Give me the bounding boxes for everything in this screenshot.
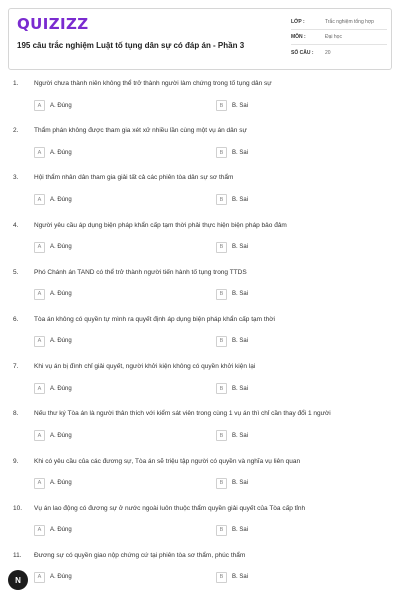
meta-key: LỚP : (291, 19, 305, 25)
meta-key: MÔN : (291, 34, 306, 40)
question-number: 2. (13, 127, 19, 135)
question-item (0, 168, 400, 215)
option-b[interactable] (216, 525, 248, 536)
question-item (0, 546, 400, 593)
question-number: 1. (13, 80, 19, 87)
option-b-label: B. Sai (232, 480, 249, 486)
option-a-box[interactable]: A (34, 478, 45, 489)
option-a[interactable] (34, 147, 72, 158)
option-b[interactable] (216, 100, 248, 111)
option-b-box[interactable]: B (216, 147, 227, 158)
option-b[interactable] (216, 572, 248, 583)
question-text: Người chưa thành niên không thể trở thành người làm chứng trong tố tụng dân sự (34, 80, 272, 87)
option-a[interactable] (34, 383, 72, 394)
option-a-label: A. Đúng (50, 432, 72, 439)
option-a-label: A. Đúng (50, 574, 72, 581)
option-b[interactable] (216, 430, 248, 441)
option-b[interactable] (216, 242, 248, 253)
option-b-box[interactable]: B (216, 194, 227, 205)
option-b-label: B. Sai (232, 432, 249, 439)
option-a-box[interactable]: A (34, 194, 45, 205)
meta-table (291, 15, 387, 60)
question-item (0, 216, 400, 263)
option-a-label: A. Đúng (50, 291, 72, 298)
meta-row-count (291, 45, 387, 60)
question-number: 10. (13, 504, 23, 512)
option-b-label: B. Sai (232, 196, 249, 203)
option-b[interactable] (216, 147, 248, 158)
option-b[interactable] (216, 194, 248, 205)
meta-value: 20 (325, 49, 331, 56)
option-a-box[interactable]: A (34, 383, 45, 394)
option-a-label: A. Đúng (50, 196, 72, 203)
option-a[interactable] (34, 336, 72, 347)
question-number: 3. (13, 174, 19, 182)
option-b-box[interactable]: B (216, 336, 227, 347)
option-a-label: A. Đúng (50, 149, 72, 156)
option-b[interactable] (216, 289, 248, 300)
option-b-label: B. Sai (232, 385, 249, 392)
meta-row-subject (291, 30, 387, 45)
option-b-label: B. Sai (232, 291, 249, 298)
option-b-label: B. Sai (232, 527, 249, 534)
quizizz-logo[interactable]: QUIZIZZ (17, 15, 89, 33)
question-text: Nếu thư ký Tòa án là người thân thích với kiểm sát viên trong cùng 1 vụ án thì chỉ cần thay đổi 1 người (34, 410, 331, 418)
option-a-box[interactable]: A (34, 336, 45, 347)
question-text: Hội thẩm nhân dân tham gia giải tất cả các phiên tòa dân sự sơ thẩm (34, 174, 234, 182)
option-a-label: A. Đúng (50, 480, 72, 486)
question-text: Thẩm phán không được tham gia xét xử nhiều lần cùng một vụ án dân sự (34, 127, 247, 135)
option-a-label: A. Đúng (50, 527, 72, 534)
question-text: Tòa án không có quyền tự mình ra quyết định áp dụng biện pháp khẩn cấp tạm thời (34, 315, 275, 323)
option-a[interactable] (34, 242, 72, 253)
option-a-label: A. Đúng (50, 338, 72, 345)
question-item (0, 499, 400, 546)
question-item (0, 452, 400, 499)
meta-value: Trắc nghiệm tổng hợp (325, 19, 374, 25)
question-text: Khi vụ án bị đình chỉ giải quyết, người khởi kiện không có quyền khởi kiện lại (34, 363, 256, 371)
option-a-box[interactable]: A (34, 242, 45, 253)
question-list (0, 74, 400, 593)
question-number: 5. (13, 268, 19, 276)
question-item (0, 121, 400, 168)
question-item (0, 404, 400, 451)
option-a-box[interactable]: A (34, 525, 45, 536)
question-number: 4. (13, 221, 19, 229)
question-number: 7. (13, 363, 19, 371)
option-b-box[interactable]: B (216, 572, 227, 583)
option-a-label: A. Đúng (50, 244, 72, 251)
option-b[interactable] (216, 383, 248, 394)
question-text: Khi có yêu cầu của các đương sự, Tòa án sẽ triệu tập người có quyền và nghĩa vụ liên quan (34, 457, 301, 465)
option-a-box[interactable]: A (34, 572, 45, 583)
question-item (0, 263, 400, 310)
option-b-label: B. Sai (232, 574, 249, 581)
option-a-label: A. Đúng (50, 102, 72, 109)
floating-action-button[interactable]: N (8, 570, 28, 590)
option-b-box[interactable]: B (216, 478, 227, 489)
option-a-label: A. Đúng (50, 385, 72, 392)
option-b-box[interactable]: B (216, 100, 227, 111)
question-text: Người yêu cầu áp dụng biện pháp khẩn cấp tạm thời phải thực hiện biện pháp bảo đảm (34, 221, 287, 229)
option-b[interactable] (216, 336, 248, 347)
question-text: Vụ án lao động có đương sự ở nước ngoài luôn thuộc thẩm quyền giải quyết của Tòa cấp tỉnh (34, 504, 306, 512)
option-b-box[interactable]: B (216, 383, 227, 394)
option-a[interactable] (34, 478, 72, 489)
question-text: Phó Chánh án TAND có thể trở thành người tiến hành tố tụng trong TTDS (34, 268, 247, 276)
quiz-title: 195 câu trắc nghiệm Luật tố tụng dân sự có đáp án - Phần 3 (17, 41, 245, 50)
question-item (0, 357, 400, 404)
meta-key: SỐ CÂU : (291, 49, 314, 56)
option-b[interactable] (216, 478, 248, 489)
option-a[interactable] (34, 572, 72, 583)
question-item (0, 74, 400, 121)
question-number: 9. (13, 457, 19, 465)
question-text: Đương sự có quyền giao nộp chứng cứ tại phiên tòa sơ thẩm, phúc thẩm (34, 551, 246, 559)
option-b-box[interactable]: B (216, 242, 227, 253)
meta-value: Đại học (325, 34, 342, 40)
option-b-label: B. Sai (232, 338, 249, 345)
question-number: 11. (13, 551, 22, 559)
option-a-box[interactable]: A (34, 430, 45, 441)
option-b-box[interactable]: B (216, 525, 227, 536)
option-a[interactable] (34, 289, 72, 300)
meta-row-class (291, 15, 387, 30)
option-a[interactable] (34, 100, 72, 111)
option-a[interactable] (34, 430, 72, 441)
question-number: 6. (13, 315, 19, 323)
option-a[interactable] (34, 525, 72, 536)
worksheet-header (8, 8, 392, 70)
option-b-box[interactable]: B (216, 430, 227, 441)
option-a-box[interactable]: A (34, 100, 45, 111)
option-b-label: B. Sai (232, 102, 249, 109)
question-number: 8. (13, 410, 19, 418)
option-b-label: B. Sai (232, 149, 249, 156)
option-b-label: B. Sai (232, 244, 249, 251)
option-a[interactable] (34, 194, 72, 205)
option-b-box[interactable]: B (216, 289, 227, 300)
option-a-box[interactable]: A (34, 147, 45, 158)
question-item (0, 310, 400, 357)
option-a-box[interactable]: A (34, 289, 45, 300)
